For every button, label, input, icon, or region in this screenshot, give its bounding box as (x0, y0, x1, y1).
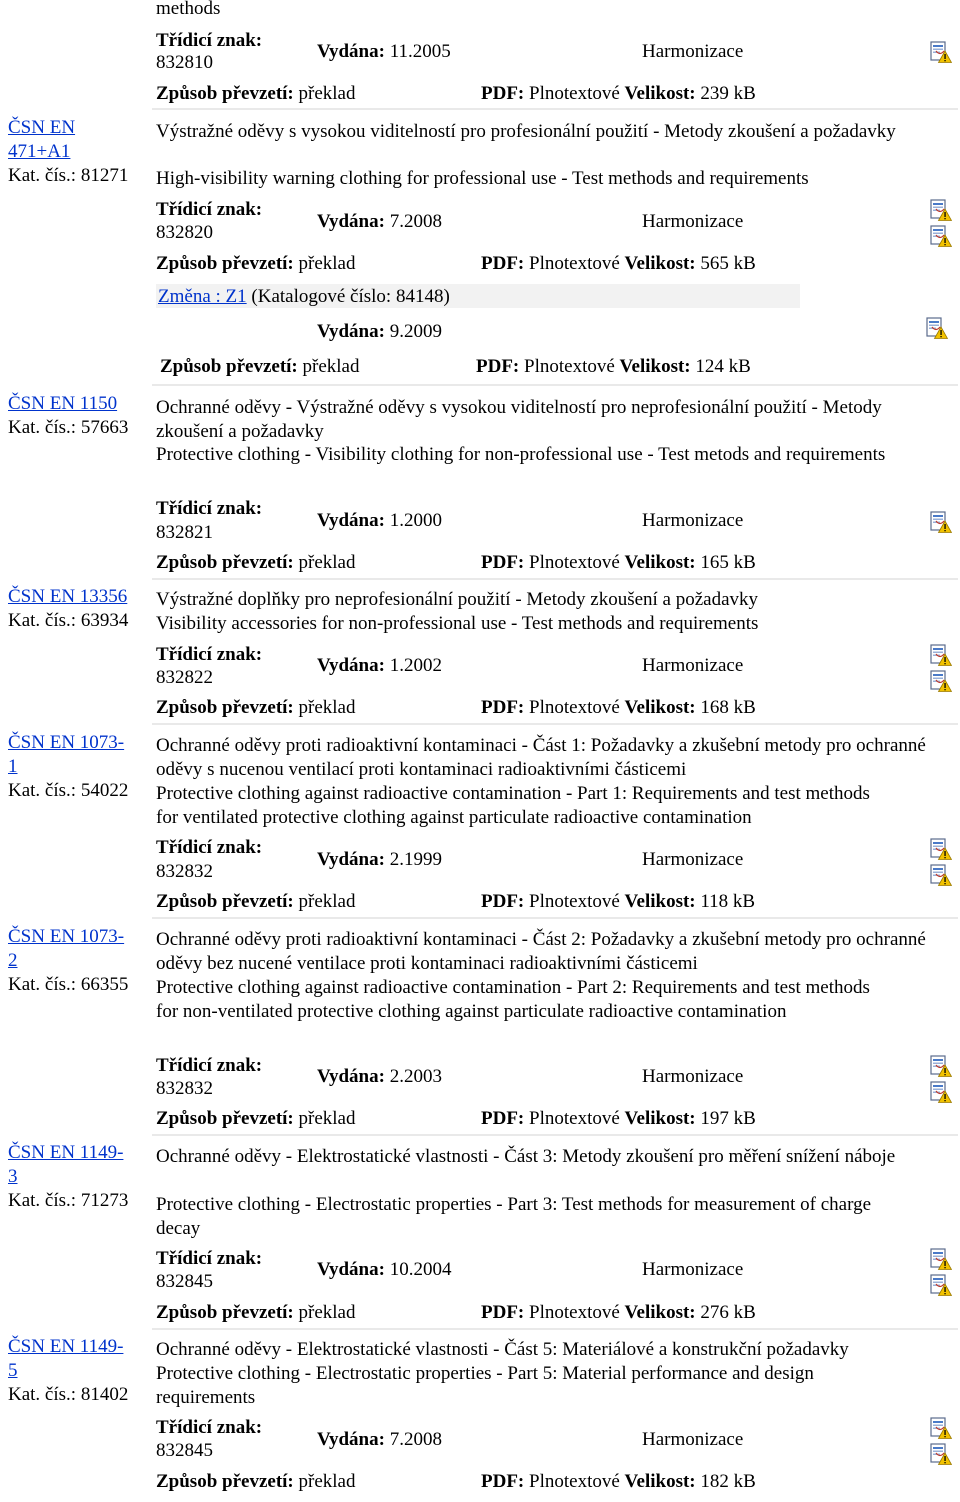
pdf-info: PDF: Plnotextové Velikost: 276 kB (481, 1302, 756, 1323)
separator (152, 917, 958, 919)
issued: Vydána: 7.2008 (317, 1429, 442, 1450)
catalog-number: Kat. čís.: 81402 (8, 1384, 129, 1405)
issued: Vydána: 1.2000 (317, 510, 442, 531)
title-en: Protective clothing - Electrostatic properties - Part 3: Test methods for measurement of charge decay (156, 1194, 871, 1239)
issued: Vydána: 11.2005 (317, 41, 451, 62)
pdf-warning-icon[interactable] (928, 669, 952, 693)
adoption-method: Způsob převzetí: překlad (156, 1471, 356, 1492)
pdf-warning-icon[interactable] (928, 1054, 952, 1078)
adoption-method: Způsob převzetí: překlad (156, 253, 356, 274)
status: Harmonizace (642, 510, 744, 531)
catalog-number: Kat. čís.: 81271 (8, 165, 129, 186)
adoption-method: Způsob převzetí: překlad (156, 552, 356, 573)
sort-code-label: Třídicí znak: (156, 644, 263, 665)
catalog-number: Kat. čís.: 63934 (8, 610, 129, 631)
title-en: Protective clothing - Electrostatic properties - Part 5: Material performance and design requirements (156, 1363, 814, 1408)
pdf-warning-icon[interactable] (924, 316, 948, 340)
issued: Vydána: 10.2004 (317, 1259, 452, 1280)
pdf-info: PDF: Plnotextové Velikost: 165 kB (481, 552, 756, 573)
status: Harmonizace (642, 655, 744, 676)
pdf-warning-icon[interactable] (928, 1273, 952, 1297)
issued: Vydána: 1.2002 (317, 655, 442, 676)
status: Harmonizace (642, 849, 744, 870)
sort-code-value: 832845 (156, 1440, 213, 1461)
standard-link-cont[interactable]: 3 (8, 1166, 18, 1187)
amendment-pdf-info: PDF: Plnotextové Velikost: 124 kB (476, 356, 751, 377)
status: Harmonizace (642, 1259, 744, 1280)
standard-link[interactable]: ČSN EN 1149- (8, 1142, 124, 1163)
standard-link-cont[interactable]: 5 (8, 1360, 18, 1381)
separator (152, 723, 958, 725)
issued: Vydána: 2.1999 (317, 849, 442, 870)
amendment-link[interactable]: Změna : Z1 (158, 286, 247, 307)
title-en: Visibility accessories for non-professional use - Test methods and requirements (156, 613, 759, 634)
title-en: Protective clothing against radioactive contamination - Part 1: Requirements and test methods for ventilated protective clothing against particulate radioactive contamination (156, 783, 870, 828)
catalog-number: Kat. čís.: 54022 (8, 780, 129, 801)
standard-link[interactable]: ČSN EN 1073- (8, 926, 125, 947)
status: Harmonizace (642, 1066, 744, 1087)
pdf-info: PDF: Plnotextové Velikost: 239 kB (481, 83, 756, 104)
title-fragment: methods (156, 0, 221, 19)
title-en: Protective clothing - Visibility clothing for non-professional use - Test metods and requirements (156, 444, 886, 465)
sort-code-value: 832822 (156, 667, 213, 688)
pdf-warning-icon[interactable] (928, 643, 952, 667)
separator (152, 384, 958, 386)
pdf-warning-icon[interactable] (928, 837, 952, 861)
standard-link-cont[interactable]: 2 (8, 950, 18, 971)
pdf-info: PDF: Plnotextové Velikost: 197 kB (481, 1108, 756, 1129)
amendment-method: Způsob převzetí: překlad (160, 356, 360, 377)
sort-code-label: Třídicí znak: (156, 1055, 263, 1076)
adoption-method: Způsob převzetí: překlad (156, 697, 356, 718)
sort-code-label: Třídicí znak: (156, 1248, 263, 1269)
sort-code-value: 832832 (156, 1078, 213, 1099)
sort-code-value: 832820 (156, 222, 213, 243)
title-en: Protective clothing against radioactive contamination - Part 2: Requirements and test methods for non-ventilated protective clothing against particulate radioactive contamination (156, 977, 870, 1022)
title-cz: Výstražné doplňky pro neprofesionální použití - Metody zkoušení a požadavky (156, 589, 759, 610)
title-cz: Ochranné oděvy - Výstražné oděvy s vysokou viditelností pro neprofesionální použití - Metody zkoušení a požadavky (156, 397, 882, 442)
pdf-info: PDF: Plnotextové Velikost: 168 kB (481, 697, 756, 718)
sort-code-label: Třídicí znak: (156, 837, 263, 858)
separator (152, 1328, 958, 1330)
sort-code-value: 832832 (156, 861, 213, 882)
pdf-info: PDF: Plnotextové Velikost: 118 kB (481, 891, 756, 912)
pdf-warning-icon[interactable] (928, 863, 952, 887)
standard-link-cont[interactable]: 1 (8, 756, 18, 777)
pdf-info: PDF: Plnotextové Velikost: 565 kB (481, 253, 756, 274)
standard-link[interactable]: ČSN EN 1073- (8, 732, 125, 753)
separator (152, 108, 958, 110)
sort-code-label: Třídicí znak: (156, 30, 263, 51)
pdf-warning-icon[interactable] (928, 198, 952, 222)
catalog-number: Kat. čís.: 57663 (8, 417, 129, 438)
status: Harmonizace (642, 41, 744, 62)
sort-code-value: 832845 (156, 1271, 213, 1292)
sort-code-value: 832821 (156, 522, 213, 543)
status: Harmonizace (642, 1429, 744, 1450)
standard-link[interactable]: ČSN EN 13356 (8, 586, 128, 607)
pdf-warning-icon[interactable] (928, 1442, 952, 1466)
adoption-method: Způsob převzetí: překlad (156, 891, 356, 912)
catalog-number: Kat. čís.: 66355 (8, 974, 129, 995)
title-cz: Ochranné oděvy - Elektrostatické vlastnosti - Část 5: Materiálové a konstrukční požadavky (156, 1339, 849, 1360)
status: Harmonizace (642, 211, 744, 232)
title-cz: Ochranné oděvy - Elektrostatické vlastnosti - Část 3: Metody zkoušení pro měření snížení náboje (156, 1146, 896, 1167)
pdf-info: PDF: Plnotextové Velikost: 182 kB (481, 1471, 756, 1492)
title-cz: Ochranné oděvy proti radioaktivní kontaminaci - Část 2: Požadavky a zkušební metody pro ochranné oděvy bez nucené ventilace proti kontaminaci radioaktivními částicemi (156, 929, 926, 974)
separator (152, 1134, 958, 1136)
standard-link[interactable]: ČSN EN 1149- (8, 1336, 124, 1357)
pdf-warning-icon[interactable] (928, 1416, 952, 1440)
pdf-warning-icon[interactable] (928, 1080, 952, 1104)
sort-code-label: Třídicí znak: (156, 498, 263, 519)
standard-link[interactable]: ČSN EN (8, 117, 76, 138)
catalog-number: Kat. čís.: 71273 (8, 1190, 129, 1211)
sort-code-value: 832810 (156, 52, 213, 73)
pdf-warning-icon[interactable] (928, 1247, 952, 1271)
title-cz: Ochranné oděvy proti radioaktivní kontaminaci - Část 1: Požadavky a zkušební metody pro ochranné oděvy s nucenou ventilací proti kontaminaci radioaktivními částicemi (156, 735, 926, 780)
issued: Vydána: 2.2003 (317, 1066, 442, 1087)
amendment-issued: Vydána: 9.2009 (317, 321, 442, 342)
adoption-method: Způsob převzetí: překlad (156, 1108, 356, 1129)
pdf-warning-icon[interactable] (928, 510, 952, 534)
sort-code-label: Třídicí znak: (156, 1417, 263, 1438)
sort-code-label: Třídicí znak: (156, 199, 263, 220)
issued: Vydána: 7.2008 (317, 211, 442, 232)
pdf-warning-icon[interactable] (928, 224, 952, 248)
standard-link-cont[interactable]: 471+A1 (8, 141, 71, 162)
amendment: Změna : Z1 (Katalogové číslo: 84148) (158, 286, 450, 307)
separator (152, 578, 958, 580)
standard-link[interactable]: ČSN EN 1150 (8, 393, 118, 414)
adoption-method: Způsob převzetí: překlad (156, 83, 356, 104)
pdf-warning-icon[interactable] (928, 40, 952, 64)
adoption-method: Způsob převzetí: překlad (156, 1302, 356, 1323)
title-cz: Výstražné oděvy s vysokou viditelností pro profesionální použití - Metody zkoušení a požadavky (156, 121, 896, 142)
title-en: High-visibility warning clothing for professional use - Test methods and requirements (156, 168, 809, 189)
